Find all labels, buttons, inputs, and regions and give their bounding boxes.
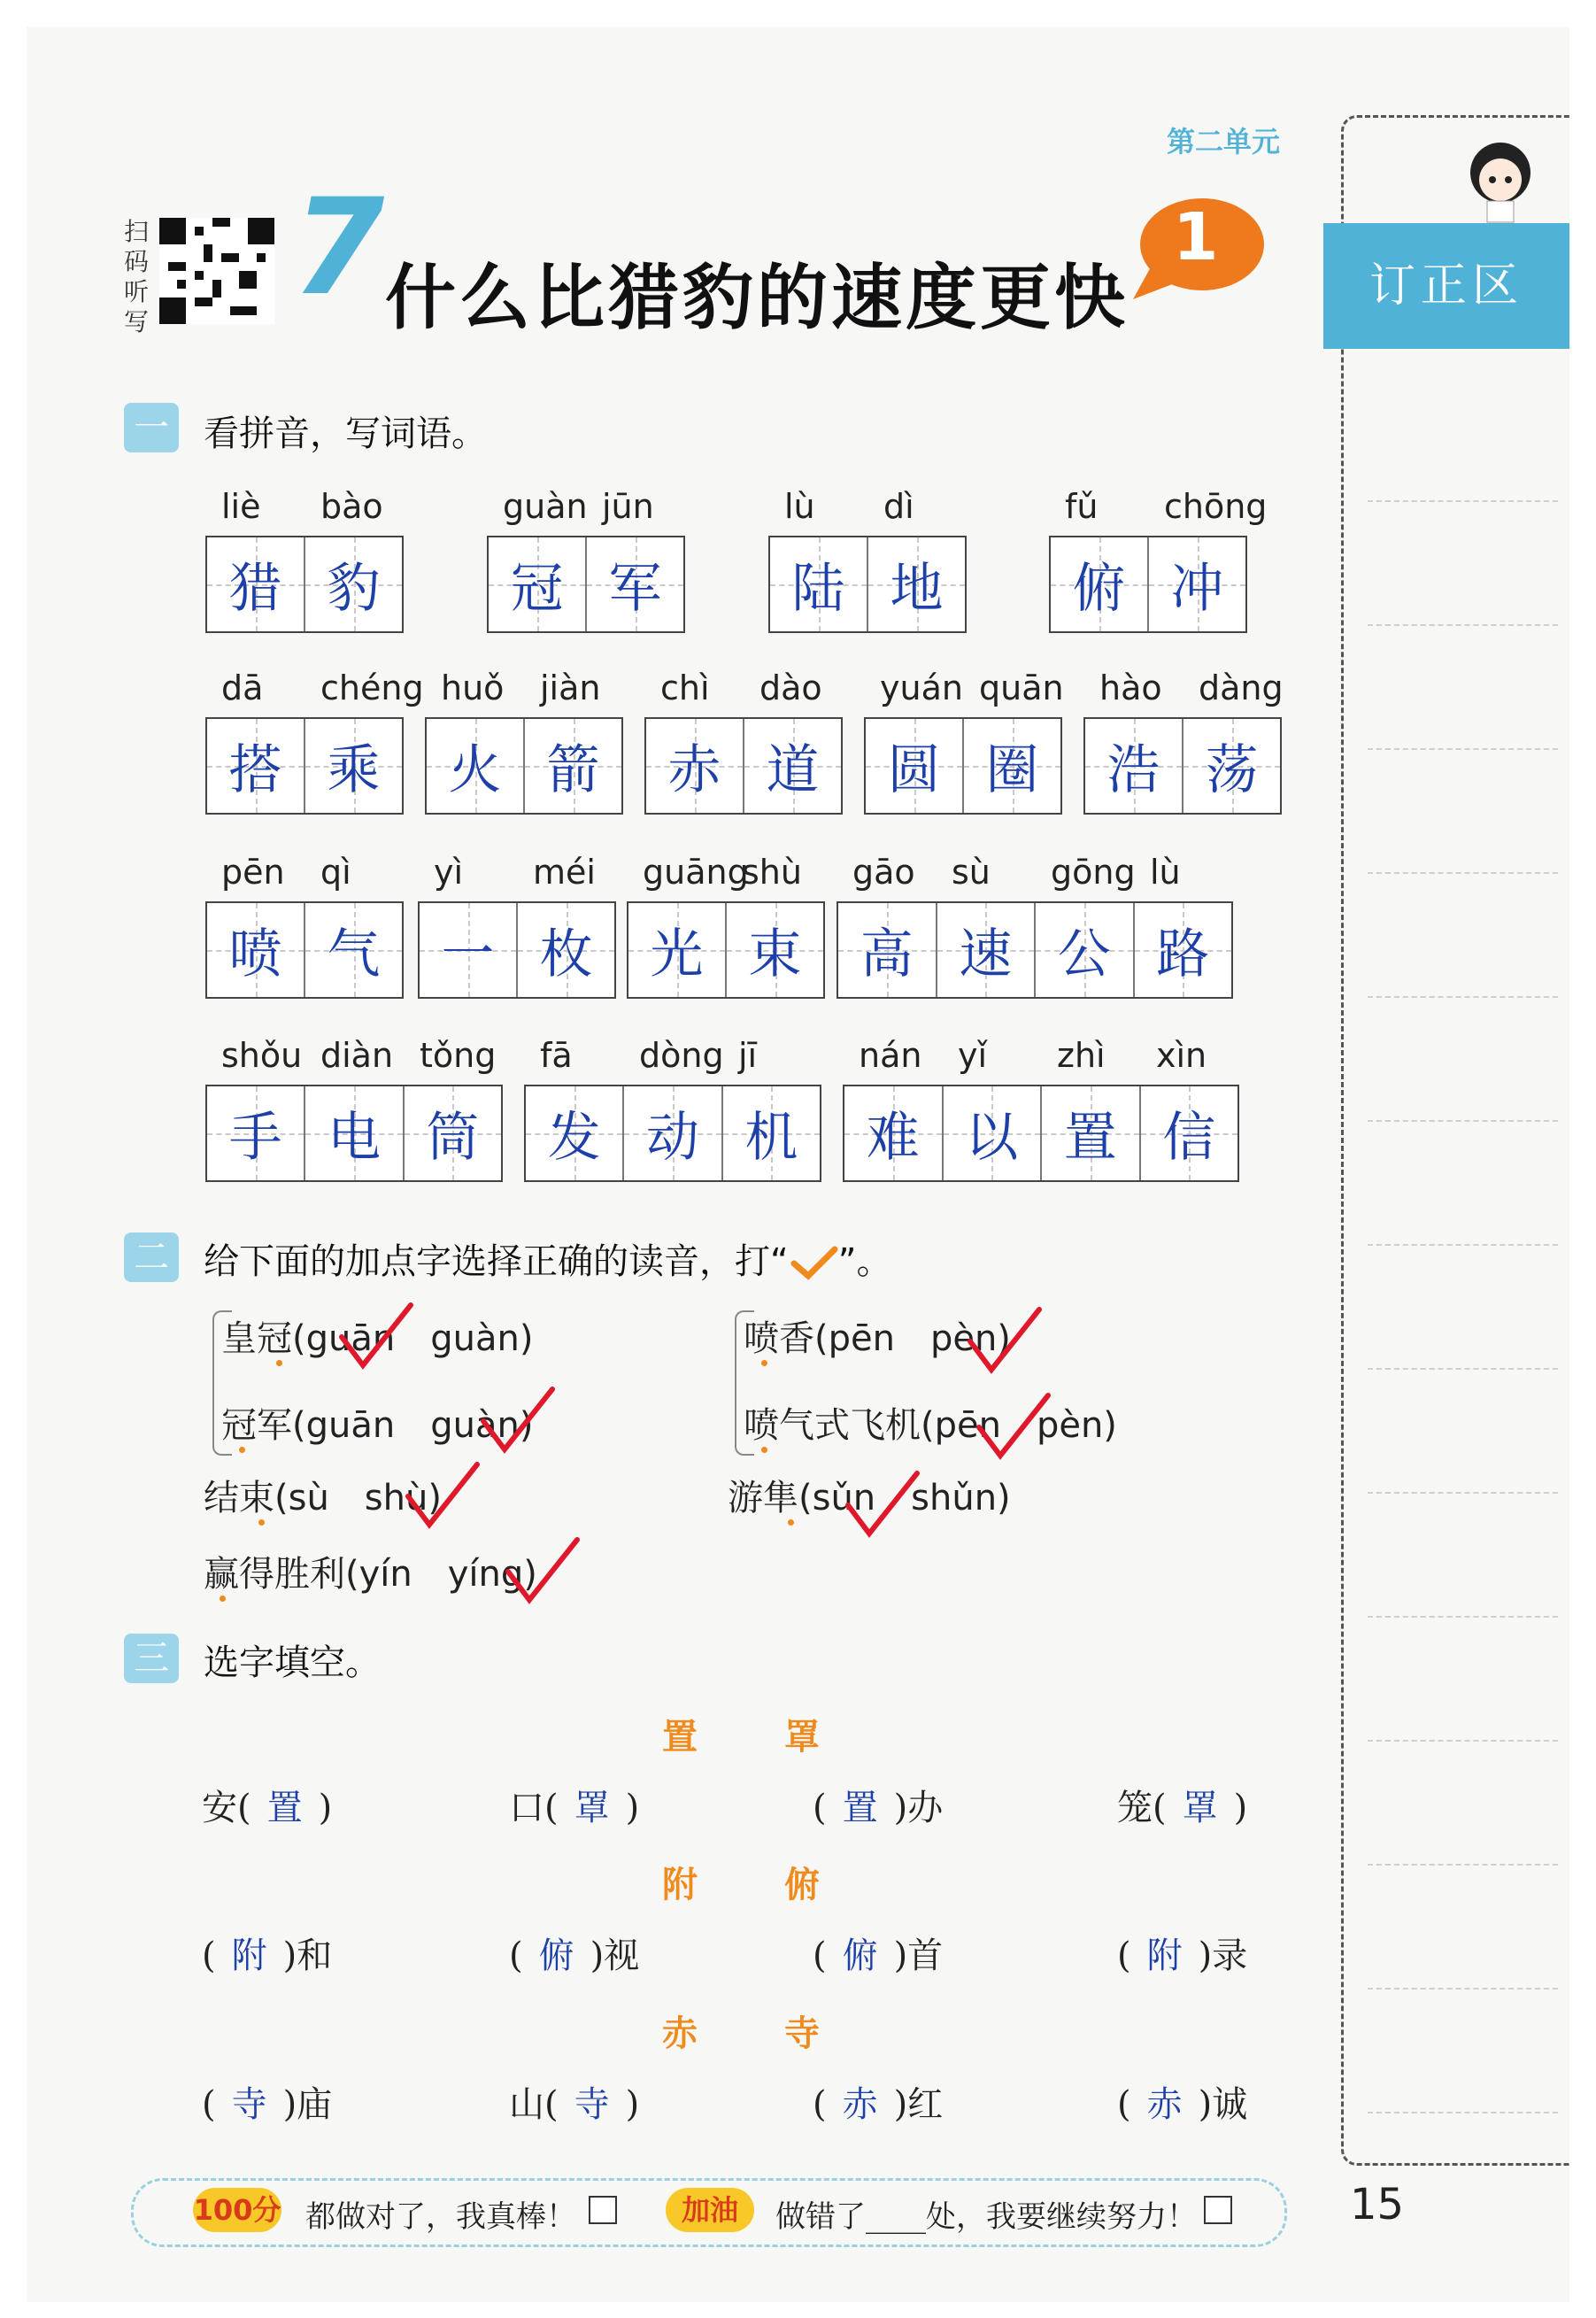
writing-grid [864, 717, 1062, 815]
lesson-number: 7 [292, 171, 385, 325]
handwritten-answer: 冠 [510, 558, 564, 620]
pinyin: dào [759, 668, 822, 707]
writing-grid [627, 901, 825, 999]
fill-prefix: ( [1117, 2084, 1131, 2125]
pinyin: tǒng [420, 1036, 497, 1075]
red-checkmark-icon [336, 1302, 416, 1372]
pinyin: liè [221, 487, 261, 526]
writing-grid [205, 717, 404, 815]
char-option: 置 [662, 1717, 699, 1758]
grid-cell[interactable] [743, 719, 841, 813]
handwritten-answer[interactable]: 寺 [231, 2084, 267, 2125]
handwritten-answer[interactable]: 寺 [574, 2084, 610, 2125]
handwritten-answer: 枚 [539, 923, 593, 985]
lesson-part-number: 1 [1173, 199, 1219, 275]
handwritten-answer[interactable]: 俯 [538, 1936, 574, 1976]
handwritten-answer: 一 [441, 923, 495, 985]
section-title-1: 看拼音，写词语。 [204, 413, 487, 454]
handwritten-answer: 以 [965, 1107, 1019, 1169]
correction-line [1368, 1244, 1558, 1246]
grid-cell[interactable] [1139, 1086, 1238, 1180]
emphasis-dot [258, 1519, 265, 1526]
fill-in-item [202, 1780, 332, 1830]
writing-grid [524, 1085, 821, 1182]
handwritten-answer: 冲 [1170, 558, 1224, 620]
pinyin: dòng [639, 1036, 724, 1075]
correction-line [1368, 872, 1558, 874]
grid-cell[interactable] [866, 719, 962, 813]
fill-in-item [202, 1928, 332, 1978]
grid-cell[interactable] [1147, 537, 1245, 631]
section-title-2 [204, 1233, 891, 1284]
reading-item: 结束(sù shù) [204, 1478, 442, 1518]
handwritten-answer: 陆 [791, 558, 845, 620]
fill-prefix: ( [202, 1936, 216, 1976]
writing-grid [644, 717, 843, 815]
fill-in-item [1117, 2076, 1247, 2127]
section-title-3: 选字填空。 [204, 1642, 381, 1683]
grid-cell[interactable] [420, 903, 516, 997]
handwritten-answer: 喷 [228, 923, 282, 985]
handwritten-answer: 机 [744, 1107, 798, 1169]
fill-suffix: )庙 [282, 2084, 333, 2125]
correction-line [1368, 1988, 1558, 1990]
handwritten-answer: 电 [327, 1107, 381, 1169]
fill-prefix: 笼( [1117, 1788, 1167, 1828]
handwritten-answer[interactable]: 置 [266, 1788, 303, 1828]
handwritten-answer: 乘 [327, 739, 381, 801]
grid-cell[interactable] [1034, 903, 1133, 997]
grid-cell[interactable] [516, 903, 614, 997]
correction-line [1368, 1616, 1558, 1618]
pinyin: chéng [320, 668, 424, 707]
pinyin: yuán [880, 668, 963, 707]
section-title-2-before: 给下面的加点字选择正确的读音，打“ [204, 1241, 789, 1282]
grid-cell[interactable] [1051, 537, 1147, 631]
fill-suffix: )录 [1198, 1936, 1248, 1976]
grid-cell[interactable] [585, 537, 683, 631]
char-option: 俯 [784, 1865, 821, 1905]
fill-in-item [813, 2076, 943, 2127]
writing-grid [418, 901, 616, 999]
self-eval-checkbox-2[interactable] [1204, 2196, 1232, 2224]
handwritten-answer: 搭 [228, 739, 282, 801]
fill-suffix: )和 [282, 1936, 333, 1976]
handwritten-answer[interactable]: 附 [1146, 1936, 1183, 1976]
pinyin: huǒ [441, 668, 505, 707]
fill-in-item [509, 2076, 639, 2127]
reading-item: 喷香(pēn pèn) [744, 1318, 1011, 1359]
fill-prefix: 安( [202, 1788, 251, 1828]
handwritten-answer: 发 [547, 1107, 601, 1169]
correction-line [1368, 500, 1558, 502]
handwritten-answer: 道 [766, 739, 820, 801]
red-checkmark-icon [503, 1536, 582, 1607]
handwritten-answer: 置 [1063, 1107, 1117, 1169]
fill-in-item [202, 2076, 332, 2127]
qr-label: 扫码听写 [124, 217, 150, 336]
fill-suffix: ) [318, 1788, 333, 1828]
pinyin: guàn [503, 487, 588, 526]
fill-in-item [813, 1780, 943, 1830]
grid-cell[interactable] [526, 1086, 622, 1180]
pinyin: lù [784, 487, 815, 526]
pinyin: dàng [1199, 668, 1284, 707]
reading-item: 冠军(guān guàn) [221, 1405, 534, 1446]
pinyin: jiàn [540, 668, 601, 707]
pinyin: yǐ [958, 1036, 988, 1075]
handwritten-answer[interactable]: 罩 [1182, 1788, 1218, 1828]
handwritten-answer: 难 [866, 1107, 920, 1169]
fill-in-item [509, 1780, 639, 1830]
handwritten-answer: 荡 [1205, 739, 1259, 801]
grid-cell[interactable] [770, 537, 867, 631]
fill-suffix: )办 [893, 1788, 944, 1828]
pinyin: guāng [643, 853, 749, 892]
page-number: 15 [1350, 2180, 1405, 2229]
reading-item: 游隼(sǔn shǔn) [728, 1478, 1011, 1518]
grid-cell[interactable] [838, 903, 936, 997]
pinyin: yì [434, 853, 464, 892]
grid-cell[interactable] [207, 719, 304, 813]
writing-grid [837, 901, 1233, 999]
correction-line [1368, 1864, 1558, 1866]
fill-prefix: ( [1117, 1936, 1131, 1976]
fill-suffix: ) [625, 1788, 640, 1828]
handwritten-answer: 赤 [667, 739, 721, 801]
correction-line [1368, 748, 1558, 750]
fill-suffix: )首 [893, 1936, 944, 1976]
writing-grid [1049, 536, 1247, 633]
pinyin: quān [979, 668, 1064, 707]
section-title-2-after: ”。 [837, 1241, 892, 1282]
handwritten-answer: 手 [228, 1107, 282, 1169]
grid-cell[interactable] [489, 537, 585, 631]
pinyin: nán [859, 1036, 922, 1075]
fill-in-item [1117, 1928, 1247, 1978]
char-option: 罩 [784, 1717, 821, 1758]
writing-grid [205, 901, 404, 999]
fill-prefix: ( [509, 1936, 523, 1976]
pinyin: bào [320, 487, 383, 526]
pinyin: dā [221, 668, 264, 707]
qr-code-icon[interactable] [159, 217, 274, 325]
handwritten-answer: 猎 [228, 558, 282, 620]
grid-cell[interactable] [962, 719, 1060, 813]
self-eval-checkbox-1[interactable] [589, 2196, 617, 2224]
handwritten-answer[interactable]: 置 [842, 1788, 878, 1828]
grid-cell[interactable] [523, 719, 621, 813]
section-number-3: 三 [124, 1634, 179, 1683]
grid-cell[interactable] [1182, 719, 1280, 813]
grid-cell[interactable] [1085, 719, 1182, 813]
pinyin: xìn [1156, 1036, 1207, 1075]
handwritten-answer: 火 [448, 739, 502, 801]
unit-label: 第二单元 [1167, 125, 1281, 158]
fill-suffix: )视 [590, 1936, 640, 1976]
keep-going-badge: 加油 [666, 2188, 754, 2232]
reading-item: 皇冠(guān guàn) [221, 1318, 534, 1359]
handwritten-answer: 浩 [1106, 739, 1160, 801]
correction-area [1341, 115, 1569, 2166]
fill-prefix: ( [813, 1936, 827, 1976]
grid-cell[interactable] [207, 537, 304, 631]
handwritten-answer: 圈 [985, 739, 1039, 801]
pinyin: hào [1099, 668, 1162, 707]
writing-grid [487, 536, 685, 633]
pinyin: lù [1150, 853, 1181, 892]
red-checkmark-icon [478, 1386, 558, 1456]
pinyin: gōng [1051, 853, 1136, 892]
grid-cell[interactable] [207, 1086, 304, 1180]
pinyin: méi [533, 853, 596, 892]
fill-in-item [509, 1928, 639, 1978]
fill-prefix: 口( [509, 1788, 559, 1828]
correction-line [1368, 1120, 1558, 1122]
writing-grid [1083, 717, 1282, 815]
handwritten-answer: 筒 [426, 1107, 480, 1169]
emphasis-dot [761, 1447, 767, 1453]
section-number-2: 二 [124, 1232, 179, 1282]
checkmark-icon [789, 1246, 838, 1281]
grid-cell[interactable] [304, 903, 402, 997]
correction-line [1368, 2112, 1558, 2113]
fill-in-item [813, 1928, 943, 1978]
reading-item: 赢得胜利(yín yíng) [204, 1554, 537, 1595]
writing-grid [205, 1085, 503, 1182]
handwritten-answer: 动 [645, 1107, 699, 1169]
pinyin: zhì [1057, 1036, 1106, 1075]
handwritten-answer: 气 [327, 923, 381, 985]
pinyin: jī [738, 1036, 758, 1075]
char-option: 附 [662, 1865, 699, 1905]
emphasis-dot [788, 1519, 794, 1526]
full-marks-badge: 100分 [193, 2188, 281, 2232]
pinyin: chōng [1164, 487, 1268, 526]
pinyin: diàn [320, 1036, 394, 1075]
handwritten-answer: 豹 [327, 558, 381, 620]
pinyin: dì [883, 487, 914, 526]
handwritten-answer[interactable]: 俯 [842, 1936, 878, 1976]
emphasis-dot [220, 1596, 226, 1602]
red-checkmark-icon [843, 1470, 922, 1541]
page-title: 什么比猎豹的速度更快 [385, 257, 1129, 339]
handwritten-answer: 公 [1057, 923, 1111, 985]
pinyin: jūn [602, 487, 654, 526]
grid-cell[interactable] [622, 1086, 721, 1180]
fill-suffix: ) [625, 2084, 640, 2125]
grid-cell[interactable] [427, 719, 523, 813]
grid-cell[interactable] [207, 903, 304, 997]
grid-cell[interactable] [304, 1086, 402, 1180]
fill-prefix: ( [813, 1788, 827, 1828]
correction-line [1368, 1368, 1558, 1370]
fill-suffix: )诚 [1198, 2084, 1248, 2125]
correction-line [1368, 1492, 1558, 1494]
grid-cell[interactable] [304, 719, 402, 813]
grid-cell[interactable] [304, 537, 402, 631]
correction-line [1368, 1740, 1558, 1742]
red-checkmark-icon [974, 1392, 1053, 1463]
pinyin: fǔ [1065, 487, 1099, 526]
handwritten-answer: 路 [1156, 923, 1210, 985]
correction-area-title: 订正区 [1323, 223, 1569, 349]
self-eval-text-1: 都做对了，我真棒！ [305, 2199, 576, 2235]
handwritten-answer: 箭 [546, 739, 600, 801]
handwritten-answer[interactable]: 罩 [574, 1788, 610, 1828]
grid-cell[interactable] [725, 903, 823, 997]
correction-line [1368, 996, 1558, 998]
pinyin: chì [660, 668, 710, 707]
handwritten-answer: 速 [959, 923, 1013, 985]
fill-suffix: )红 [893, 2084, 944, 2125]
grid-cell[interactable] [844, 1086, 942, 1180]
girl-icon [1452, 128, 1549, 226]
grid-cell[interactable] [721, 1086, 820, 1180]
fill-prefix: 山( [509, 2084, 559, 2125]
fill-prefix: ( [813, 2084, 827, 2125]
reading-item: 喷气式飞机(pēn pèn) [744, 1405, 1117, 1446]
handwritten-answer: 信 [1162, 1107, 1216, 1169]
pinyin: fā [540, 1036, 573, 1075]
handwritten-answer: 光 [650, 923, 704, 985]
grid-cell[interactable] [646, 719, 743, 813]
pinyin: gāo [852, 853, 915, 892]
grid-cell[interactable] [1040, 1086, 1139, 1180]
fill-in-item [1117, 1780, 1247, 1830]
handwritten-answer: 圆 [887, 739, 941, 801]
handwritten-answer: 高 [860, 923, 914, 985]
handwritten-answer[interactable]: 附 [231, 1936, 267, 1976]
char-option: 赤 [662, 2013, 699, 2054]
handwritten-answer: 束 [748, 923, 802, 985]
fill-prefix: ( [202, 2084, 216, 2125]
section-number-1: 一 [124, 403, 179, 452]
grid-cell[interactable] [1133, 903, 1232, 997]
grid-cell[interactable] [628, 903, 725, 997]
red-checkmark-icon [403, 1461, 482, 1532]
grid-cell[interactable] [867, 537, 965, 631]
pinyin: sù [952, 853, 991, 892]
fill-suffix: ) [1233, 1788, 1248, 1828]
pinyin: shù [742, 853, 802, 892]
pinyin: shǒu [221, 1036, 303, 1075]
grid-cell[interactable] [942, 1086, 1041, 1180]
emphasis-dot [239, 1447, 245, 1453]
writing-grid [205, 536, 404, 633]
self-eval-text-2: 做错了____处，我要继续努力！ [775, 2199, 1197, 2235]
handwritten-answer[interactable]: 赤 [842, 2084, 878, 2125]
emphasis-dot [761, 1360, 767, 1366]
grid-cell[interactable] [936, 903, 1035, 997]
grid-cell[interactable] [403, 1086, 501, 1180]
handwritten-answer: 军 [608, 558, 662, 620]
red-checkmark-icon [965, 1306, 1045, 1377]
handwritten-answer[interactable]: 赤 [1146, 2084, 1183, 2125]
writing-grid [843, 1085, 1239, 1182]
pinyin: pēn [221, 853, 285, 892]
pinyin: qì [320, 853, 351, 892]
handwritten-answer: 俯 [1072, 558, 1126, 620]
writing-grid [768, 536, 967, 633]
writing-grid [425, 717, 623, 815]
char-option: 寺 [784, 2013, 821, 2054]
emphasis-dot [276, 1360, 282, 1366]
correction-line [1368, 624, 1558, 626]
handwritten-answer: 地 [890, 558, 944, 620]
